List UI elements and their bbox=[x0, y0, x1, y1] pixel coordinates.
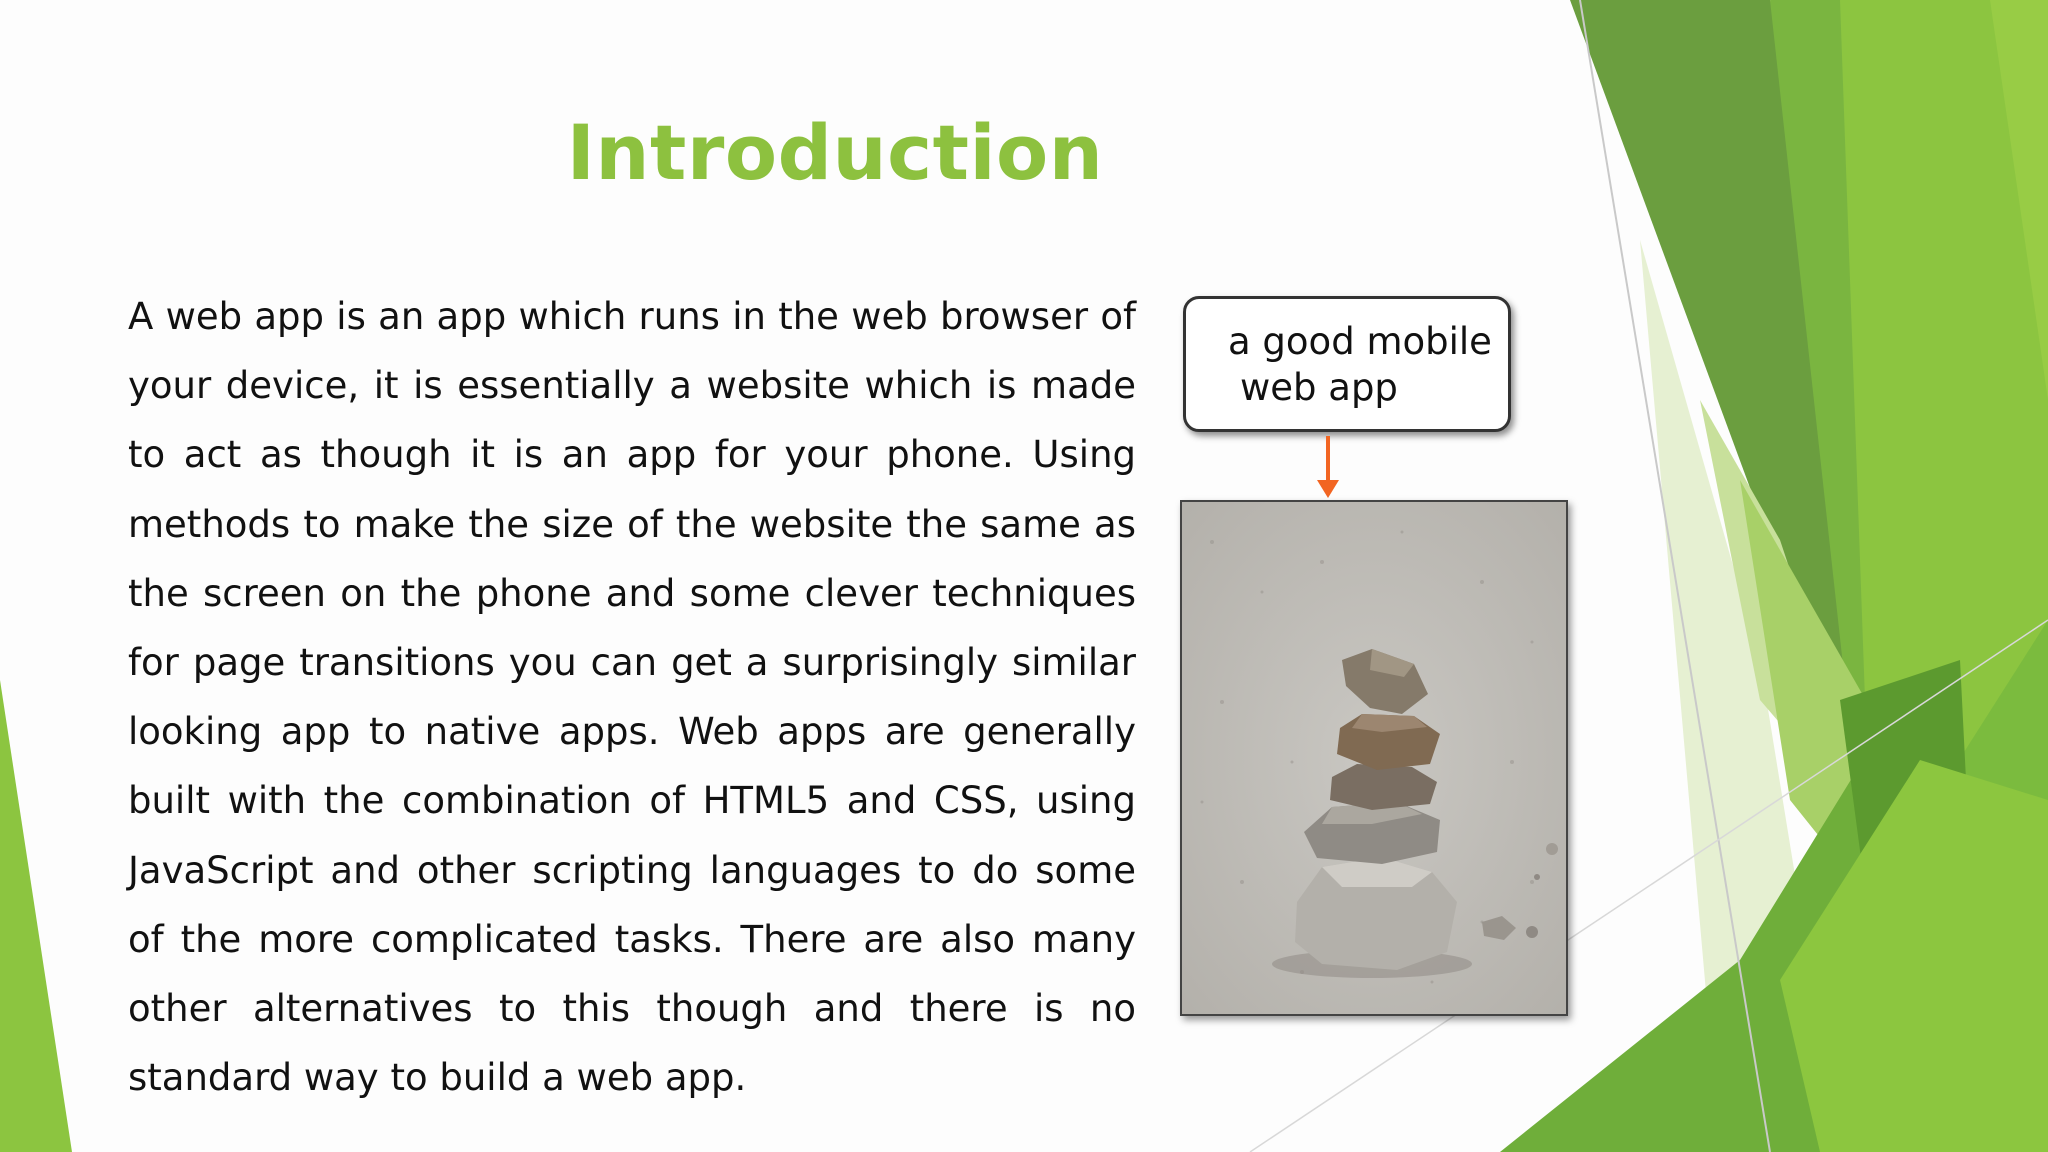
down-arrow-icon bbox=[1315, 436, 1341, 500]
body-paragraph: A web app is an app which runs in the web browser of your device, it is essentially a website which is made to act as though it is an app for your phone. Using methods to make the size of the website the same as the screen on the phone and some clever techniques for page transitions you can get a surprisingly similar looking app to native apps. Web apps are generally built with the combination of HTML5 and CSS, using JavaScript and other scripting languages to do some of the more complicated tasks. There are also many other alternatives to this though and there is no standard way to build a web app. bbox=[128, 295, 1136, 1100]
slide-title: Introduction bbox=[566, 108, 1104, 197]
callout-box bbox=[1183, 296, 1511, 432]
stacked-stones-photo bbox=[1180, 500, 1568, 1016]
callout-line-2: web app bbox=[1240, 366, 1398, 409]
callout-line-1: a good mobile bbox=[1228, 320, 1492, 363]
stones-image-icon bbox=[1182, 502, 1566, 1014]
